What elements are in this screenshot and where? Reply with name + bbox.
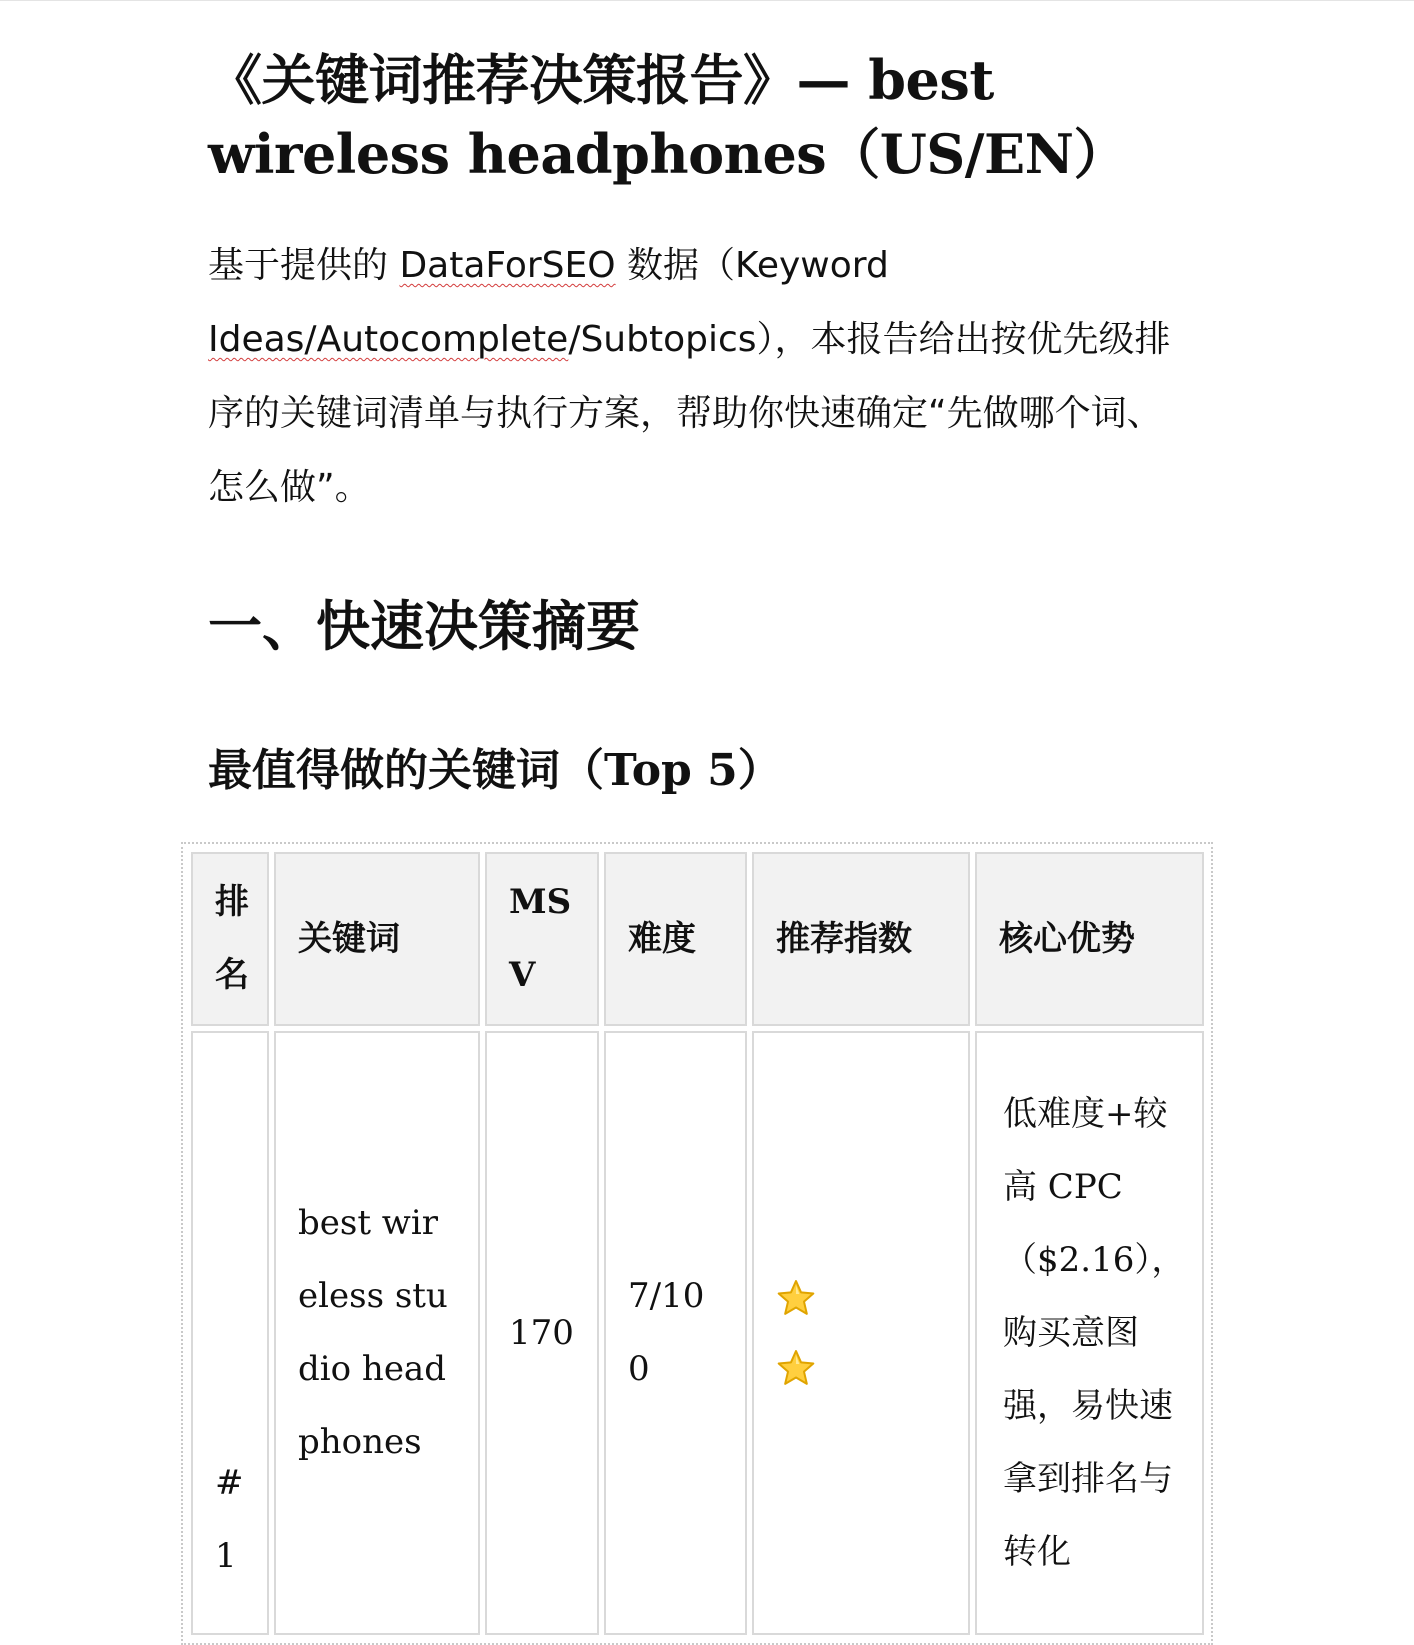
table-header-row [191,852,1204,1026]
star-icon [776,1278,816,1318]
cell-msv: 170 [485,1031,599,1635]
keyword-table [186,847,1209,1640]
intro-text-mid2: /Subtopics），本报告给出按优先级排序的关键词清单与执行方案，帮助你快速确定“先做哪个词、怎么做”。 [208,319,1171,508]
header-difficulty: 难度 [604,852,747,1026]
intro-text-mid1: 数据（Keyword [615,245,889,286]
cell-difficulty: 7/100 [604,1031,747,1635]
intro-paragraph [208,229,1193,525]
intro-source-term: DataForSEO [399,245,616,286]
score-stars [776,1278,946,1388]
subsection-heading-top5: 最值得做的关键词（Top 5） [208,745,782,796]
header-rank: 排名 [191,852,269,1026]
cell-keyword: best wireless studio headphones [274,1031,480,1635]
cell-advantage: 低难度+较高 CPC（$2.16），购买意图强，易快速拿到排名与转化 [975,1031,1204,1635]
header-keyword: 关键词 [274,852,480,1026]
section-heading-summary: 一、快速决策摘要 [208,594,640,658]
cell-rank: #1 [191,1031,269,1635]
intro-text-pre: 基于提供的 [208,245,400,286]
header-score: 推荐指数 [752,852,970,1026]
cell-score [752,1031,970,1635]
header-advantage: 核心优势 [975,852,1204,1026]
table-row [191,1031,1204,1635]
header-msv: MSV [485,852,599,1026]
intro-methods-term: Ideas/Autocomplete [208,319,569,360]
star-icon [776,1348,816,1388]
report-title: 《关键词推荐决策报告》— best wireless headphones（US/EN） [208,48,1128,186]
keyword-table-container [181,842,1213,1645]
